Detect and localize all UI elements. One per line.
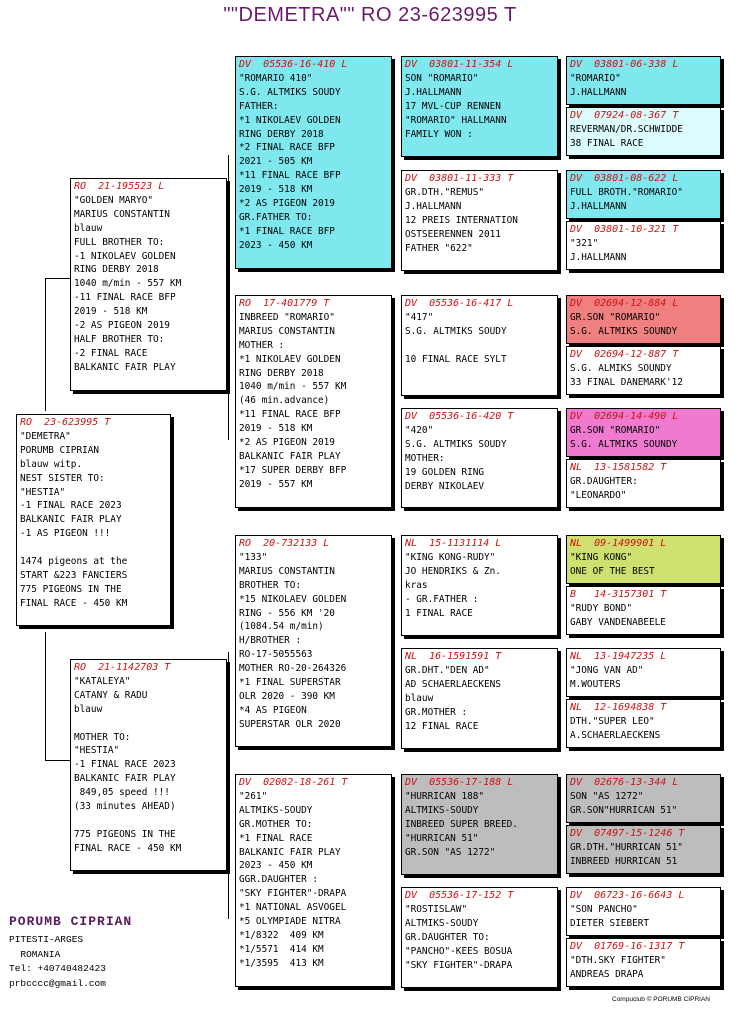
pedigree-card-g10 (566, 586, 721, 635)
pedigree-text-line: S.G. ALMIKS SOUNDY (570, 362, 672, 374)
pedigree-text-line: START &223 FANCIERS (20, 569, 128, 581)
copyright-footer: Compuclub © PORUMB CIPRIAN (612, 996, 710, 1003)
pedigree-text-line: "KING KONG-RUDY" (405, 551, 496, 563)
pedigree-text-line (74, 814, 223, 828)
ring-number: DV 06723-16-6643 L (570, 890, 685, 901)
pedigree-text-line: RING DERBY 2018 (239, 128, 324, 140)
pedigree-card-mmm (401, 887, 558, 988)
pedigree-text-line: "GOLDEN MARYO" (74, 194, 154, 206)
pedigree-text-line: MARIUS CONSTANTIN (239, 565, 335, 577)
pedigree-text-line: *1/5571 414 KM (239, 943, 324, 955)
pedigree-text-line: 2019 - 518 KM (239, 423, 313, 435)
ring-number: NL 09-1499901 L (570, 538, 667, 549)
pedigree-card-fmf (401, 295, 558, 396)
pedigree-text-line: BALKANIC FAIR PLAY (74, 361, 176, 373)
pedigree-text-line: *17 SUPER DERBY BFP (239, 464, 347, 476)
pedigree-text-line: REVERMAN/DR.SCHWIDDE (570, 123, 683, 135)
pedigree-text-line: *11 FINAL RACE BFP (239, 170, 341, 182)
breeder-email[interactable]: prbcccc@gmail.com (9, 977, 106, 989)
pedigree-text-line: BALKANIC FAIR PLAY (239, 450, 341, 462)
pedigree-card-g15 (566, 887, 721, 936)
pedigree-text-line: 33 FINAL DANEMARK'12 (570, 376, 683, 388)
pedigree-text-line: blauw (74, 222, 103, 234)
pedigree-text-line: *1 FINAL RACE (239, 832, 313, 844)
pedigree-text-line (20, 541, 167, 555)
pedigree-text-line: INBREED "ROMARIO" (239, 311, 335, 323)
pedigree-text-line: FULL BROTH."ROMARIO" (570, 186, 683, 198)
pedigree-text-line: JO HENDRIKS & Zn. (405, 565, 501, 577)
pedigree-text-line: 38 FINAL RACE (570, 137, 644, 149)
pedigree-text-line: MARIUS CONSTANTIN (239, 325, 335, 337)
pedigree-card-g7 (566, 408, 721, 457)
pedigree-text-line: *2 AS PIGEON 2019 (239, 198, 335, 210)
pedigree-text-line: *1/8322 409 KM (239, 929, 324, 941)
ring-number: DV 07497-15-1246 T (570, 828, 685, 839)
pedigree-card-fmm (401, 408, 558, 508)
ring-number: RO 23-623995 T (20, 417, 111, 428)
pedigree-card-g16 (566, 938, 721, 987)
pedigree-text-line: blauw (405, 692, 434, 704)
pedigree-text-line: 10 FINAL RACE SYLT (405, 353, 507, 365)
ring-number: DV 03801-08-622 L (570, 173, 679, 184)
pedigree-text-line: BALKANIC FAIR PLAY (74, 773, 176, 785)
page-title: ""DEMETRA"" RO 23-623995 T (223, 4, 517, 26)
pedigree-text-line: PORUMB CIPRIAN (20, 444, 100, 456)
pedigree-text-line (405, 339, 554, 353)
pedigree-text-line: *11 FINAL RACE BFP (239, 409, 341, 421)
pedigree-text-line: -2 FINAL RACE (74, 347, 148, 359)
ring-number: NL 13-1947235 L (570, 651, 667, 662)
ring-number: NL 13-1581582 T (570, 462, 667, 473)
pedigree-text-line: "ROMARIO" HALLMANN (405, 114, 507, 126)
pedigree-text-line: 775 PIGEONS IN THE (20, 583, 122, 595)
pedigree-text-line: kras (405, 579, 428, 591)
pedigree-text-line: SON "AS 1272" (570, 790, 644, 802)
pedigree-text-line: -2 AS PIGEON 2019 (74, 320, 170, 332)
pedigree-card-g4 (566, 221, 721, 270)
pedigree-text-line: *15 NIKOLAEV GOLDEN (239, 593, 347, 605)
pedigree-text-line (74, 717, 223, 731)
pedigree-text-line: 1040 m/min - 557 KM (74, 278, 182, 290)
pedigree-text-line: SON "ROMARIO" (405, 72, 479, 84)
pedigree-card-fff (401, 56, 558, 157)
pedigree-text-line: J.HALLMANN (570, 200, 627, 212)
ring-number: RO 17-401779 T (239, 298, 330, 309)
ring-number: DV 02694-12-887 T (570, 349, 679, 360)
ring-number: DV 03801-10-321 T (570, 224, 679, 235)
ring-number: DV 05536-16-417 L (405, 298, 514, 309)
pedigree-text-line: 2019 - 557 KM (239, 478, 313, 490)
pedigree-text-line: "SKY FIGHTER"-DRAPA (239, 888, 347, 900)
pedigree-card-ff (235, 56, 392, 269)
pedigree-text-line: GR.DTH."REMUS" (405, 186, 485, 198)
pedigree-card-subject (16, 414, 171, 626)
pedigree-text-line: BALKANIC FAIR PLAY (20, 514, 122, 526)
pedigree-text-line: blauw witp. (20, 458, 83, 470)
pedigree-text-line: 1 FINAL RACE (405, 607, 473, 619)
pedigree-text-line: SUPERSTAR OLR 2020 (239, 718, 341, 730)
pedigree-card-father (70, 178, 227, 391)
pedigree-text-line: MOTHER : (239, 339, 285, 351)
pedigree-card-mmf (401, 774, 558, 875)
pedigree-text-line: *1 NIKOLAEV GOLDEN (239, 353, 341, 365)
pedigree-text-line: S.G. ALTMIKS SOUDY (239, 86, 341, 98)
pedigree-text-line: "HESTIA" (74, 745, 120, 757)
pedigree-text-line: GABY VANDENABEELE (570, 616, 666, 628)
pedigree-text-line: 775 PIGEONS IN THE (74, 828, 176, 840)
pedigree-text-line: FINAL RACE - 450 KM (74, 842, 182, 854)
ring-number: NL 12-1694838 T (570, 702, 667, 713)
pedigree-text-line: "HESTIA" (20, 486, 66, 498)
pedigree-text-line: J.HALLMANN (405, 86, 462, 98)
pedigree-text-line: S.G. ALTMIKS SOUDY (405, 438, 507, 450)
pedigree-text-line: BROTHER TO: (239, 579, 302, 591)
pedigree-text-line: BALKANIC FAIR PLAY (239, 846, 341, 858)
pedigree-card-g2 (566, 107, 721, 156)
pedigree-text-line: (33 minutes AHEAD) (74, 801, 176, 813)
pedigree-card-g6 (566, 346, 721, 395)
pedigree-text-line: "ROMARIO 410" (239, 72, 313, 84)
pedigree-text-line: FINAL RACE - 450 KM (20, 597, 128, 609)
pedigree-text-line: RING DERBY 2018 (239, 367, 324, 379)
pedigree-text-line: "HURRICAN 51" (405, 832, 479, 844)
ring-number: DV 01769-16-1317 T (570, 941, 685, 952)
pedigree-text-line: MOTHER: (405, 452, 445, 464)
pedigree-text-line: *2 FINAL RACE BFP (239, 142, 335, 154)
ring-number: DV 03801-11-354 L (405, 59, 514, 70)
pedigree-text-line: 12 FINAL RACE (405, 720, 479, 732)
pedigree-text-line: 1474 pigeons at the (20, 556, 128, 568)
pedigree-text-line: GR.SON"HURRICAN 51" (570, 804, 678, 816)
pedigree-card-g13 (566, 774, 721, 823)
pedigree-text-line: ALTMIKS-SOUDY (239, 804, 313, 816)
pedigree-card-g14 (566, 825, 721, 874)
pedigree-card-g11 (566, 648, 721, 697)
ring-number: DV 07924-08-367 T (570, 110, 679, 121)
pedigree-text-line: J.HALLMANN (570, 86, 627, 98)
pedigree-text-line: MARIUS CONSTANTIN (74, 208, 170, 220)
pedigree-card-g5 (566, 295, 721, 344)
pedigree-text-line: 19 GOLDEN RING (405, 466, 485, 478)
connector-line (45, 278, 46, 411)
ring-number: DV 05536-17-188 L (405, 777, 514, 788)
pedigree-text-line: GR.SON "ROMARIO" (570, 311, 661, 323)
pedigree-text-line: OLR 2020 - 390 KM (239, 690, 335, 702)
pedigree-text-line: "417" (405, 311, 434, 323)
pedigree-text-line: DIETER SIEBERT (570, 917, 650, 929)
pedigree-text-line: "JONG VAN AD" (570, 664, 644, 676)
pedigree-text-line: GR.DTH."HURRICAN 51" (570, 841, 683, 853)
pedigree-text-line: FULL BROTHER TO: (74, 236, 165, 248)
ring-number: RO 21-195523 L (74, 181, 165, 192)
pedigree-text-line: "261" (239, 790, 268, 802)
pedigree-text-line: NEST SISTER TO: (20, 472, 105, 484)
pedigree-text-line: "RUDY BOND" (570, 602, 633, 614)
pedigree-card-g8 (566, 459, 721, 508)
pedigree-text-line: "133" (239, 551, 268, 563)
pedigree-text-line: -11 FINAL RACE BFP (74, 292, 176, 304)
pedigree-text-line: "ROMARIO" (570, 72, 621, 84)
pedigree-card-g9 (566, 535, 721, 584)
pedigree-text-line: "PANCHO"-KEES BOSUA (405, 945, 513, 957)
pedigree-text-line: GGR.DAUGHTER : (239, 874, 319, 886)
pedigree-text-line: blauw (74, 703, 103, 715)
pedigree-text-line: 2023 - 450 KM (239, 239, 313, 251)
ring-number: DV 02082-18-261 T (239, 777, 348, 788)
pedigree-text-line: 1040 m/min - 557 KM (239, 381, 347, 393)
connector-line (45, 278, 70, 279)
ring-number: DV 02676-13-344 L (570, 777, 679, 788)
pedigree-text-line: *1 NATIONAL ASVOGEL (239, 902, 347, 914)
pedigree-text-line: "SON PANCHO" (570, 903, 638, 915)
pedigree-text-line: ONE OF THE BEST (570, 565, 655, 577)
pedigree-text-line: GR.DAUGHTER: (570, 475, 638, 487)
pedigree-text-line: DTH."SUPER LEO" (570, 715, 655, 727)
pedigree-text-line: HALF BROTHER TO: (74, 333, 165, 345)
pedigree-text-line: J.HALLMANN (570, 251, 627, 263)
pedigree-text-line: "420" (405, 424, 434, 436)
pedigree-text-line: RING - 556 KM '20 (239, 607, 335, 619)
pedigree-text-line: OSTSEERENNEN 2011 (405, 228, 501, 240)
pedigree-text-line: *5 OLYMPIADE NITRA (239, 916, 341, 928)
pedigree-text-line: RING DERBY 2018 (74, 264, 159, 276)
ring-number: NL 16-1591591 T (405, 651, 502, 662)
ring-number: NL 15-1131114 L (405, 538, 502, 549)
pedigree-text-line: - GR.FATHER : (405, 593, 479, 605)
pedigree-card-mm (235, 774, 392, 987)
pedigree-text-line: GR.MOTHER : (405, 706, 468, 718)
pedigree-card-mff (401, 535, 558, 636)
pedigree-card-fm (235, 295, 392, 508)
pedigree-text-line: 849,05 speed !!! (74, 787, 170, 799)
pedigree-text-line: AD SCHAERLAECKENS (405, 678, 501, 690)
pedigree-text-line: GR.SON "AS 1272" (405, 846, 496, 858)
pedigree-text-line: H/BROTHER : (239, 635, 302, 647)
pedigree-text-line: 12 PREIS INTERNATION (405, 214, 518, 226)
pedigree-text-line: (46 min.advance) (239, 395, 330, 407)
connector-line (45, 632, 46, 760)
pedigree-text-line: -1 AS PIGEON !!! (20, 528, 111, 540)
breeder-contact-line: Tel: +40740482423 (9, 963, 106, 974)
pedigree-text-line: *4 AS PIGEON (239, 704, 307, 716)
pedigree-text-line: "DEMETRA" (20, 430, 71, 442)
ring-number: DV 03801-11-333 T (405, 173, 514, 184)
connector-line (45, 760, 70, 761)
pedigree-text-line: GR.DAUGHTER TO: (405, 931, 490, 943)
pedigree-text-line: "HURRICAN 188" (405, 790, 485, 802)
pedigree-text-line: INBREED HURRICAN 51 (570, 855, 678, 867)
pedigree-text-line: "LEONARDO" (570, 489, 627, 501)
pedigree-text-line: S.G. ALTMIKS SOUDY (405, 325, 507, 337)
connector-line (228, 652, 229, 919)
pedigree-text-line: FATHER: (239, 100, 279, 112)
pedigree-text-line: ANDREAS DRAPA (570, 968, 644, 980)
pedigree-text-line: CATANY & RADU (74, 689, 148, 701)
pedigree-text-line: S.G. ALTMIKS SOUNDY (570, 438, 678, 450)
pedigree-text-line: M.WOUTERS (570, 678, 621, 690)
pedigree-text-line: J.HALLMANN (405, 200, 462, 212)
pedigree-text-line: FATHER "622" (405, 242, 473, 254)
pedigree-card-g3 (566, 170, 721, 219)
pedigree-text-line: *2 AS PIGEON 2019 (239, 437, 335, 449)
ring-number: DV 02694-12-884 L (570, 298, 679, 309)
ring-number: DV 05536-17-152 T (405, 890, 514, 901)
pedigree-text-line: 2019 - 518 KM (239, 184, 313, 196)
ring-number: B 14-3157301 T (570, 589, 667, 600)
breeder-info (9, 914, 132, 991)
pedigree-text-line: DERBY NIKOLAEV (405, 480, 485, 492)
pedigree-text-line: "SKY FIGHTER"-DRAPA (405, 959, 513, 971)
pedigree-text-line: GR.FATHER TO: (239, 211, 313, 223)
pedigree-card-g1 (566, 56, 721, 105)
pedigree-text-line: INBREED SUPER BREED. (405, 818, 518, 830)
pedigree-text-line: *1 FINAL SUPERSTAR (239, 677, 341, 689)
pedigree-text-line: -1 FINAL RACE 2023 (20, 500, 122, 512)
ring-number: DV 02694-14-490 L (570, 411, 679, 422)
pedigree-text-line: *1/3595 413 KM (239, 957, 324, 969)
pedigree-text-line: RO-17-5055563 (239, 649, 313, 661)
pedigree-text-line: A.SCHAERLAECKENS (570, 729, 661, 741)
ring-number: RO 20-732133 L (239, 538, 330, 549)
pedigree-text-line: -1 FINAL RACE 2023 (74, 759, 176, 771)
pedigree-text-line: GR.MOTHER TO: (239, 818, 313, 830)
pedigree-text-line: "321" (570, 237, 599, 249)
pedigree-text-line: MOTHER TO: (74, 731, 131, 743)
pedigree-text-line: "ROSTISLAW" (405, 903, 468, 915)
pedigree-text-line: (1084.54 m/min) (239, 621, 324, 633)
pedigree-card-ffm (401, 170, 558, 271)
breeder-name: PORUMB CIPRIAN (9, 914, 133, 929)
pedigree-text-line: 2023 - 450 KM (239, 860, 313, 872)
pedigree-text-line: GR.SON "ROMARIO" (570, 424, 661, 436)
connector-line (228, 155, 229, 440)
pedigree-text-line: MOTHER RO-20-264326 (239, 663, 347, 675)
pedigree-text-line: GR.DHT."DEN AD" (405, 664, 490, 676)
pedigree-text-line: *1 NIKOLAEV GOLDEN (239, 114, 341, 126)
pedigree-text-line: "KATALEYA" (74, 675, 131, 687)
pedigree-text-line: *1 FINAL RACE BFP (239, 225, 335, 237)
ring-number: DV 03801-06-338 L (570, 59, 679, 70)
pedigree-text-line: -1 NIKOLAEV GOLDEN (74, 250, 176, 262)
pedigree-text-line: S.G. ALTMIKS SOUNDY (570, 325, 678, 337)
pedigree-card-mf (235, 535, 392, 747)
pedigree-text-line: FAMILY WON : (405, 128, 473, 140)
ring-number: RO 21-1142703 T (74, 662, 171, 673)
pedigree-card-mfm (401, 648, 558, 749)
pedigree-text-line: ALTMIKS-SOUDY (405, 804, 479, 816)
ring-number: DV 05536-16-420 T (405, 411, 514, 422)
pedigree-text-line: 17 MVL-CUP RENNEN (405, 100, 501, 112)
pedigree-text-line: 2021 - 505 KM (239, 156, 313, 168)
breeder-contact-line: PITESTI-ARGES (9, 934, 84, 945)
pedigree-card-mother (70, 659, 227, 871)
breeder-contact-line: ROMANIA (9, 948, 61, 960)
pedigree-text-line: "DTH.SKY FIGHTER" (570, 954, 666, 966)
pedigree-text-line: "KING KONG" (570, 551, 633, 563)
pedigree-text-line: ALTMIKS-SOUDY (405, 917, 479, 929)
ring-number: DV 05536-16-410 L (239, 59, 348, 70)
pedigree-card-g12 (566, 699, 721, 748)
pedigree-text-line: 2019 - 518 KM (74, 306, 148, 318)
